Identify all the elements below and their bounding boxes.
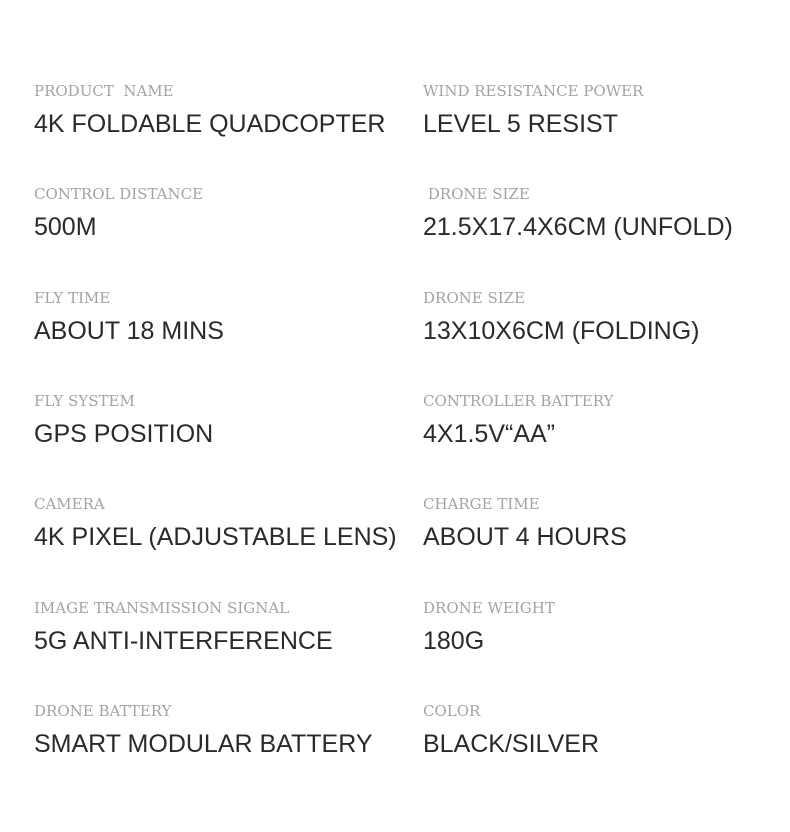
spec-drone-weight (423, 598, 783, 655)
spec-value: 5G ANTI-INTERFERENCE (34, 627, 333, 655)
spec-drone-battery (34, 701, 414, 758)
spec-label: CHARGE TIME (423, 495, 540, 513)
spec-value: ABOUT 4 HOURS (423, 523, 627, 551)
spec-value: SMART MODULAR BATTERY (34, 730, 373, 758)
spec-controller-battery (423, 391, 783, 448)
spec-value: LEVEL 5 RESIST (423, 110, 618, 138)
spec-label: COLOR (423, 702, 481, 720)
spec-label: FLY SYSTEM (34, 392, 135, 410)
spec-label: CAMERA (34, 495, 105, 513)
spec-value: GPS POSITION (34, 420, 214, 448)
spec-value: 500M (34, 213, 97, 241)
spec-value: 4K PIXEL (ADJUSTABLE LENS) (34, 523, 397, 551)
spec-value: BLACK/SILVER (423, 730, 600, 758)
spec-label: DRONE SIZE (423, 185, 530, 203)
spec-label: WIND RESISTANCE POWER (423, 82, 644, 100)
spec-image-transmission (34, 598, 414, 655)
spec-drone-size-folding (423, 288, 783, 345)
spec-product-name (34, 81, 414, 138)
spec-color (423, 701, 783, 758)
spec-label: CONTROL DISTANCE (34, 185, 204, 203)
spec-value: 180G (423, 627, 485, 655)
spec-value: 13X10X6CM (FOLDING) (423, 317, 700, 345)
spec-fly-time (34, 288, 414, 345)
spec-label: DRONE WEIGHT (423, 599, 555, 617)
spec-value: 4K FOLDABLE QUADCOPTER (34, 110, 386, 138)
spec-label: FLY TIME (34, 289, 111, 307)
spec-label: DRONE SIZE (423, 289, 526, 307)
spec-label: CONTROLLER BATTERY (423, 392, 614, 410)
spec-wind-resistance (423, 81, 783, 138)
spec-value: 4X1.5V“AA” (423, 420, 556, 448)
spec-control-distance (34, 184, 414, 241)
spec-fly-system (34, 391, 414, 448)
spec-drone-size-unfold (423, 184, 783, 241)
spec-label: IMAGE TRANSMISSION SIGNAL (34, 599, 290, 617)
spec-value: ABOUT 18 MINS (34, 317, 224, 345)
spec-charge-time (423, 494, 783, 551)
spec-camera (34, 494, 414, 551)
spec-label: DRONE BATTERY (34, 702, 172, 720)
spec-label: PRODUCT NAME (34, 82, 174, 100)
spec-value: 21.5X17.4X6CM (UNFOLD) (423, 213, 733, 241)
